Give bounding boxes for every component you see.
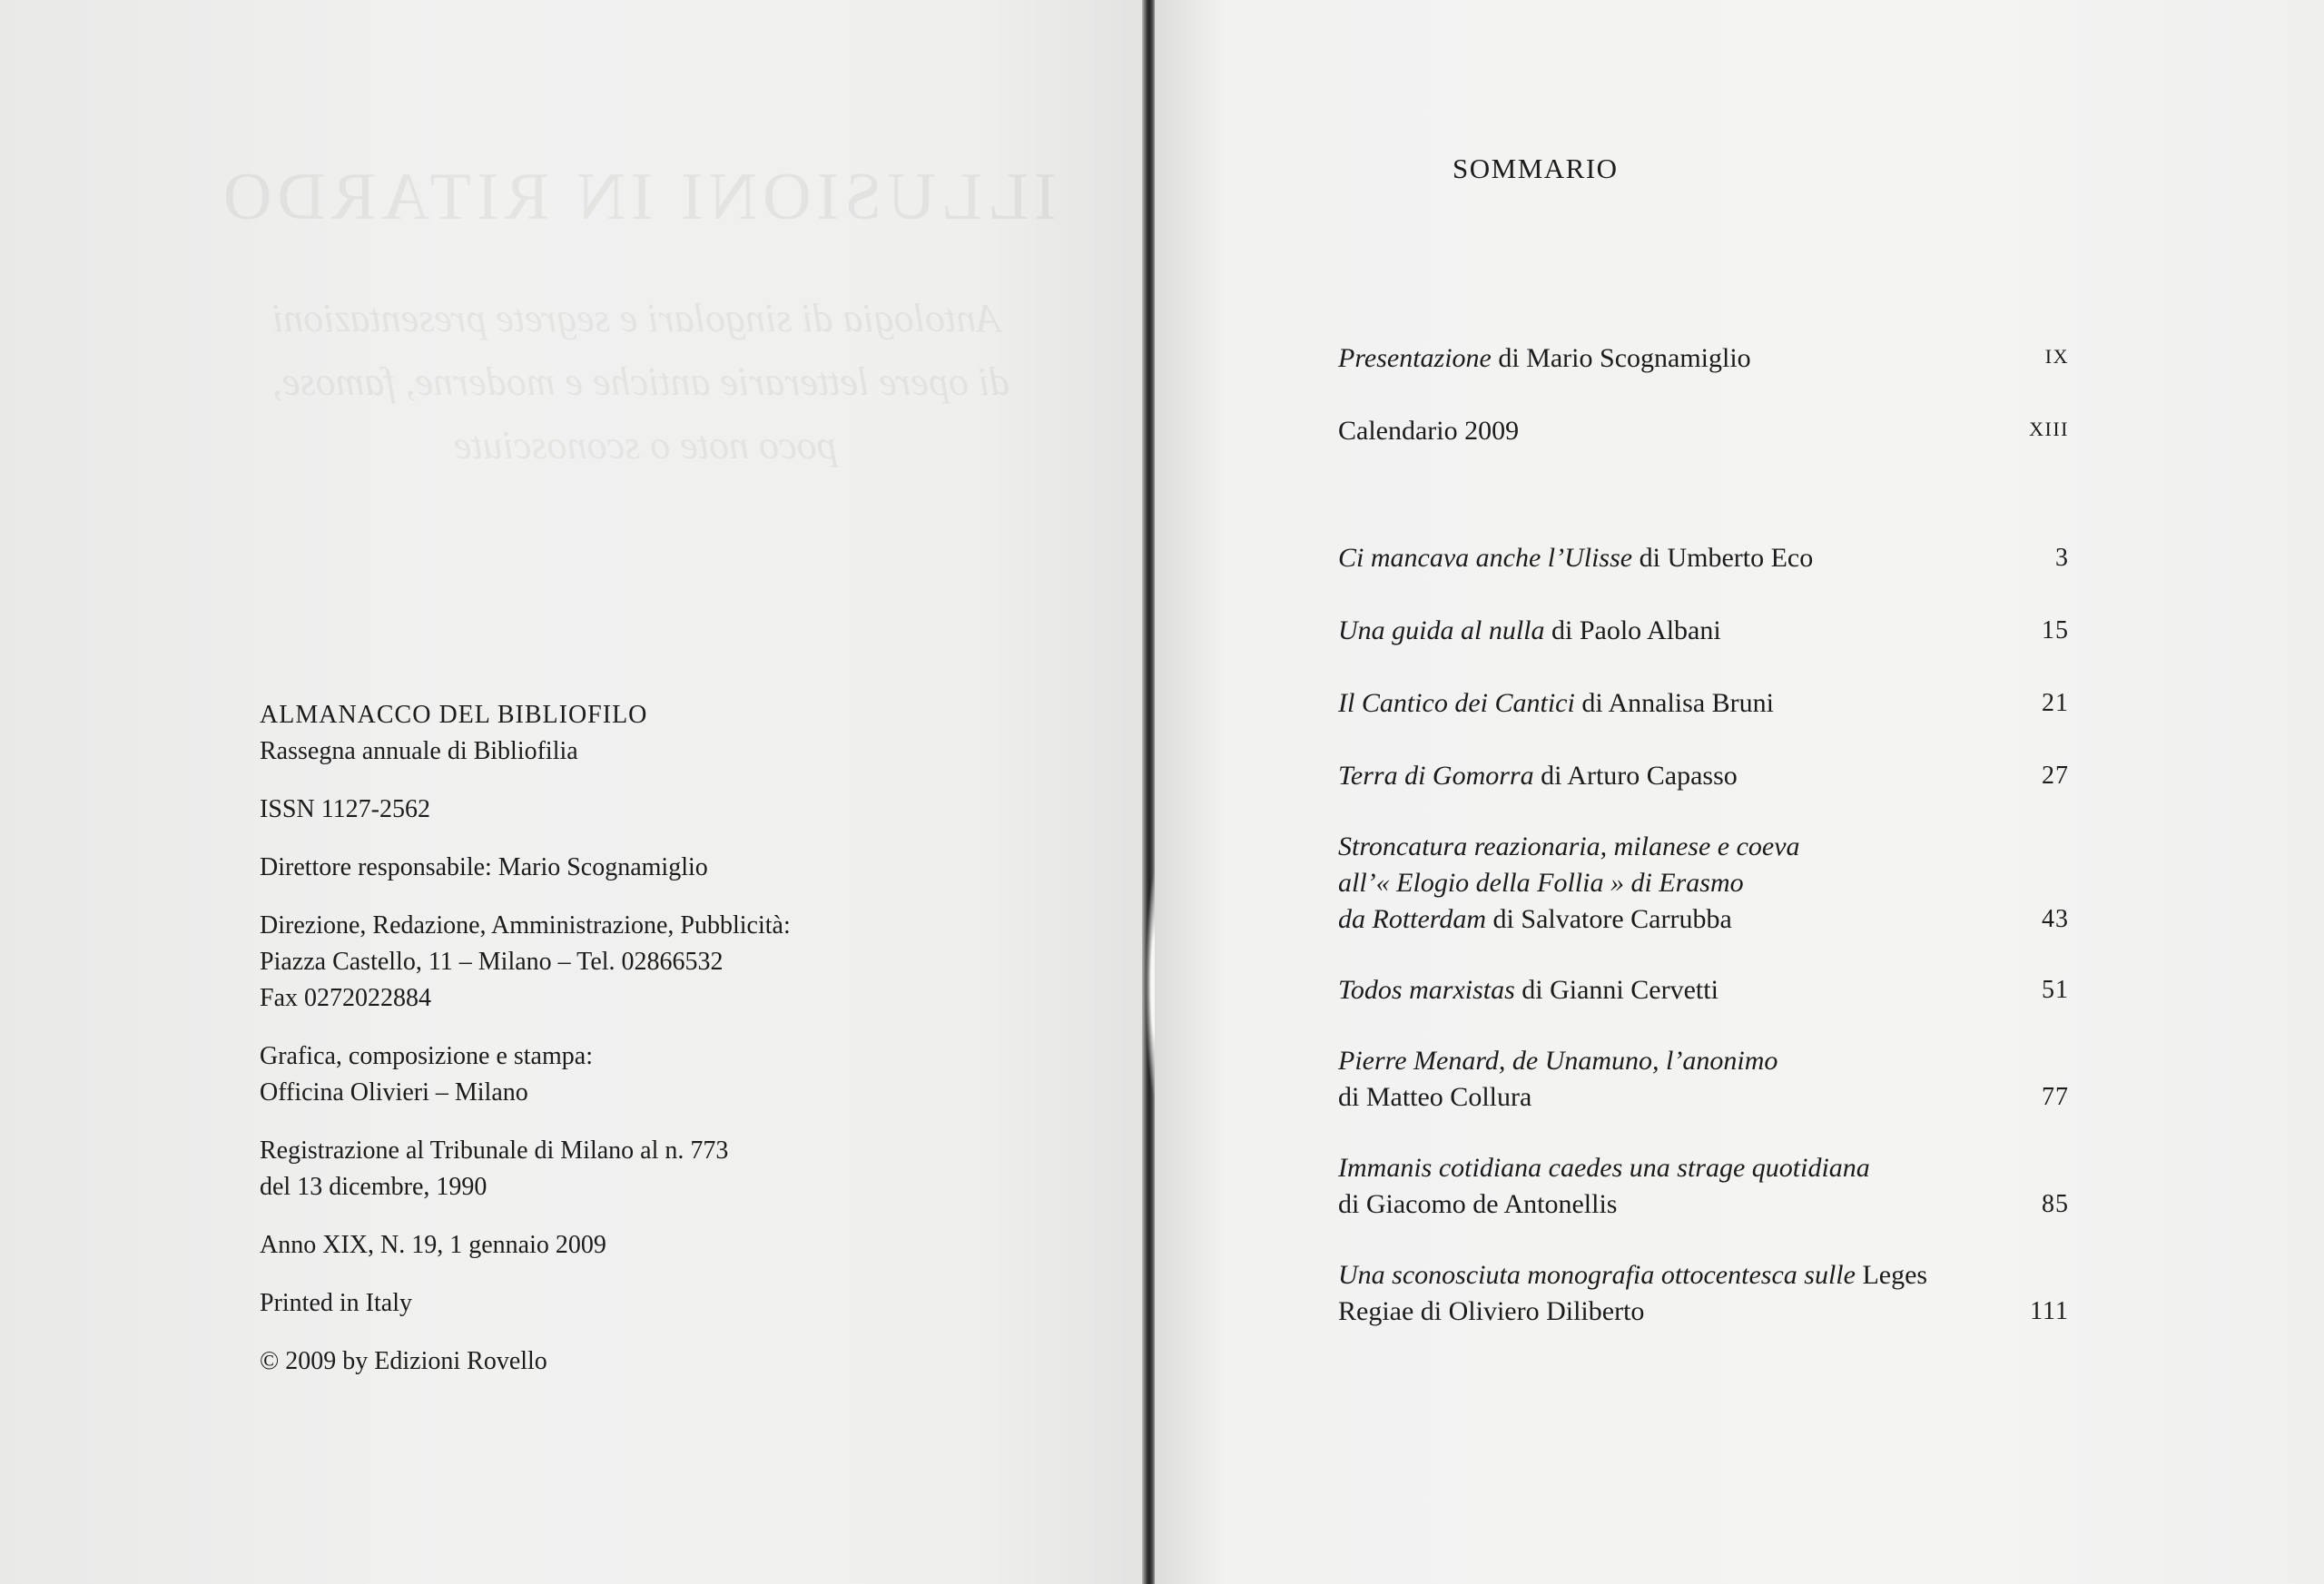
- toc-page-number: IX: [2044, 345, 2069, 368]
- toc-entry-title: Todos marxistas: [1338, 975, 1515, 1005]
- toc-entry: [1338, 829, 2069, 938]
- toc-page-number: 43: [2042, 905, 2069, 933]
- address: Piazza Castello, 11 – Milano – Tel. 02866532: [260, 948, 724, 976]
- colophon-block: [260, 1343, 986, 1380]
- page-title: SOMMARIO: [1452, 152, 1619, 184]
- table-of-contents: [1338, 340, 2069, 1330]
- toc-entry-title: Una sconosciuta monografia ottocentesca sulle: [1338, 1260, 1856, 1290]
- registration-date: del 13 dicembre, 1990: [260, 1173, 487, 1201]
- toc-entry: [1338, 613, 2069, 649]
- journal-title: ALMANACCO DEL BIBLIOFILO: [260, 701, 648, 729]
- issn: ISSN 1127-2562: [260, 795, 430, 823]
- colophon-block: [260, 1227, 986, 1264]
- toc-page-number: 111: [2030, 1297, 2069, 1325]
- printer: Officina Olivieri – Milano: [260, 1078, 528, 1107]
- toc-entry-title: Calendario 2009: [1338, 416, 1520, 446]
- show-through-text: Antologia di singolari e segrete presentazioni: [272, 296, 1001, 340]
- toc-entry-title: Una guida al nulla: [1338, 615, 1545, 645]
- colophon-block: [260, 1038, 986, 1111]
- printed-in: Printed in Italy: [260, 1289, 412, 1317]
- toc-entry: [1338, 758, 2069, 794]
- toc-page-number: 77: [2042, 1083, 2069, 1111]
- toc-entry-title: Il Cantico dei Cantici: [1338, 688, 1575, 718]
- colophon-block: [260, 697, 986, 770]
- toc-entry-title: Ci mancava anche l’Ulisse: [1338, 543, 1633, 573]
- toc-entry: [1338, 540, 2069, 576]
- show-through-text: ILLUSIONI IN RITARDO: [218, 160, 1057, 234]
- toc-entry: [1338, 413, 2069, 449]
- toc-entry-title: Immanis cotidiana caedes una strage quotidiana: [1338, 1153, 1870, 1183]
- toc-entry-title: all’« Elogio della Follia » di Erasmo: [1338, 868, 1744, 898]
- toc-entry-title: Leges: [1855, 1260, 1928, 1290]
- colophon-block: [260, 908, 986, 1017]
- colophon-block: [260, 792, 986, 828]
- toc-page-number: 21: [2042, 689, 2069, 717]
- toc-entry-author: di Gianni Cervetti: [1514, 975, 1718, 1005]
- toc-entry-author: di Mario Scognamiglio: [1491, 343, 1751, 373]
- copyright: © 2009 by Edizioni Rovello: [260, 1347, 547, 1375]
- toc-entry-author: di Arturo Capasso: [1533, 761, 1738, 791]
- toc-entry-title: da Rotterdam: [1338, 904, 1487, 934]
- toc-entry: [1338, 1043, 2069, 1116]
- toc-entry: [1338, 685, 2069, 722]
- toc-page-number: 27: [2042, 762, 2069, 790]
- toc-entry: [1338, 972, 2069, 1008]
- show-through-text: di opere letterarie antiche e moderne, famose,: [272, 359, 1010, 404]
- toc-page-number: 85: [2042, 1190, 2069, 1218]
- printing-heading: Grafica, composizione e stampa:: [260, 1042, 593, 1070]
- toc-page-number: 15: [2042, 616, 2069, 644]
- toc-entry-author: Regiae di Oliviero Diliberto: [1338, 1296, 1645, 1326]
- colophon: [260, 697, 986, 1402]
- toc-entry-author: di Umberto Eco: [1632, 543, 1814, 573]
- journal-subtitle: Rassegna annuale di Bibliofilia: [260, 737, 578, 765]
- editor: Direttore responsabile: Mario Scognamiglio: [260, 853, 708, 881]
- toc-entry: [1338, 340, 2069, 377]
- toc-page-number: 51: [2042, 976, 2069, 1004]
- toc-entry-title: Stroncatura reazionaria, milanese e coeva: [1338, 831, 1800, 861]
- address-heading: Direzione, Redazione, Amministrazione, Pubblicità:: [260, 911, 791, 940]
- toc-entry-author: di Paolo Albani: [1544, 615, 1721, 645]
- toc-entry-title: Terra di Gomorra: [1338, 761, 1534, 791]
- show-through-text: poco note o sconosciute: [454, 423, 837, 467]
- toc-entry: [1338, 1150, 2069, 1223]
- colophon-block: [260, 850, 986, 886]
- colophon-block: [260, 1133, 986, 1205]
- left-page: [0, 0, 1146, 1584]
- toc-entry-author: di Giacomo de Antonellis: [1338, 1189, 1618, 1219]
- fax: Fax 0272022884: [260, 984, 431, 1012]
- toc-entry: [1338, 1257, 2069, 1330]
- toc-entry-author: di Matteo Collura: [1338, 1082, 1532, 1112]
- toc-entry-author: di Annalisa Bruni: [1574, 688, 1774, 718]
- issue: Anno XIX, N. 19, 1 gennaio 2009: [260, 1231, 606, 1259]
- toc-entry-author: di Salvatore Carrubba: [1486, 904, 1732, 934]
- registration: Registrazione al Tribunale di Milano al n. 773: [260, 1136, 729, 1165]
- toc-page-number: XIII: [2029, 418, 2069, 440]
- colophon-block: [260, 1285, 986, 1322]
- toc-entry-title: Presentazione: [1338, 343, 1492, 373]
- toc-entry-title: Pierre Menard, de Unamuno, l’anonimo: [1338, 1046, 1778, 1076]
- toc-page-number: 3: [2055, 544, 2069, 572]
